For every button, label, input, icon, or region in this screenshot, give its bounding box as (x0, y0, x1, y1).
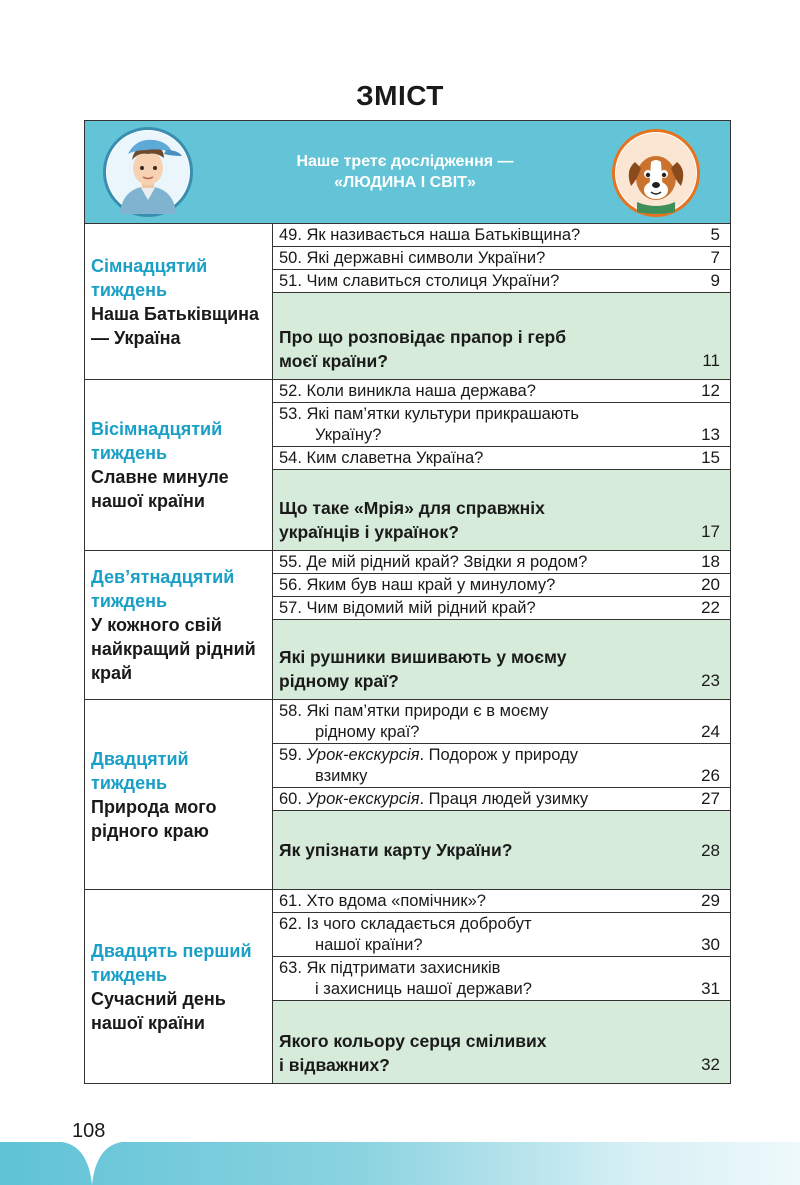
week-name: Дев’ятнадцятий тиждень (91, 567, 235, 611)
summary-lesson[interactable] (273, 620, 730, 699)
lesson-page: 22 (701, 598, 720, 617)
lesson-page: 12 (701, 381, 720, 400)
lesson-title-rest: . Праця людей узимку (419, 790, 589, 808)
lesson-title: 56. Яким був наш край у минулому? (279, 576, 556, 594)
summary-line-1: Про що розповідає прапор і герб (279, 327, 567, 347)
lesson-page: 13 (701, 425, 720, 444)
lesson-title: 62. Із чого складається добробут (279, 915, 532, 933)
lesson-entry[interactable] (273, 403, 730, 447)
week-heading (85, 380, 273, 550)
banner-line-2: «ЛЮДИНА І СВІТ» (334, 174, 476, 191)
lesson-page: 27 (701, 789, 720, 808)
lesson-title (279, 745, 694, 766)
week-name: Вісімнадцятий тиждень (91, 419, 223, 463)
lesson-title-rest: . Подорож у природу (419, 746, 578, 764)
summary-line-1: Якого кольору серця сміливих (279, 1031, 547, 1051)
page-title: ЗМІСТ (356, 80, 444, 111)
lesson-page: 26 (701, 766, 720, 785)
lesson-type: Урок-екскурсія (306, 790, 420, 808)
summary-lesson[interactable] (273, 293, 730, 379)
lesson-page: 15 (701, 448, 720, 467)
lesson-number: 60. (279, 790, 307, 808)
page-number: 108 (72, 1120, 106, 1142)
summary-lesson[interactable] (273, 811, 730, 889)
summary-line-2: моєї країни? (279, 351, 388, 371)
lesson-title: 63. Як підтримати захисників (279, 959, 501, 977)
lesson-entry[interactable] (273, 957, 730, 1001)
week-topic: Славне минуле нашої країни (91, 467, 229, 511)
lesson-entry[interactable] (273, 700, 730, 744)
week-heading (85, 890, 273, 1083)
contents-table (84, 120, 731, 1084)
summary-line-2: і відважних? (279, 1055, 390, 1075)
lesson-entry[interactable] (273, 380, 730, 403)
lesson-title-cont: взимку (315, 767, 368, 785)
week-heading (85, 551, 273, 699)
section-banner (85, 121, 730, 224)
week-topic: Сучасний день нашої країни (91, 988, 226, 1033)
lesson-list (273, 224, 730, 379)
lesson-title-cont: нашої країни? (315, 936, 423, 954)
lesson-page: 17 (701, 522, 720, 541)
week-name: Двадцятий тиждень (91, 748, 189, 793)
lesson-title: 54. Ким славетна Україна? (279, 449, 484, 467)
lesson-title: 49. Як називається наша Батьківщина? (279, 226, 581, 244)
week-topic: Природа мого рідного краю (91, 796, 217, 841)
lesson-page: 30 (701, 935, 720, 954)
lesson-list (273, 551, 730, 699)
lesson-page: 28 (701, 841, 720, 860)
week-section (85, 551, 730, 700)
week-name: Сімнадцятий тиждень (91, 255, 208, 300)
lesson-title: 58. Які пам’ятки природи є в моєму (279, 702, 549, 720)
lesson-title: 52. Коли виникла наша держава? (279, 382, 536, 400)
lesson-list (273, 380, 730, 550)
week-topic: Наша Батьківщина — Україна (91, 303, 260, 348)
week-heading (85, 700, 273, 889)
lesson-page: 29 (701, 891, 720, 910)
lesson-title: 57. Чим відомий мій рідний край? (279, 599, 536, 617)
banner-heading (205, 151, 605, 193)
lesson-list (273, 890, 730, 1083)
lesson-entry[interactable] (273, 574, 730, 597)
lesson-title-cont: Україну? (315, 426, 382, 444)
week-name: Двадцять перший тиждень (91, 940, 252, 985)
lesson-page: 18 (701, 552, 720, 571)
lesson-page: 31 (701, 979, 720, 998)
lesson-title-cont: і захисниць нашої держави? (315, 980, 532, 998)
lesson-page: 20 (701, 575, 720, 594)
lesson-title (279, 789, 694, 810)
summary-lesson[interactable] (273, 1001, 730, 1083)
lesson-title: 51. Чим славиться столиця України? (279, 272, 560, 290)
lesson-number: 59. (279, 746, 307, 764)
footer-notch-icon (62, 1142, 122, 1185)
lesson-entry[interactable] (273, 597, 730, 620)
lesson-title: 53. Які пам’ятки культури прикрашають (279, 405, 580, 423)
boy-illustration-icon (106, 130, 190, 214)
banner-line-1: Наше третє дослідження — (296, 153, 514, 170)
week-section (85, 224, 730, 380)
summary-line-1: Які рушники вишивають у моєму (279, 647, 567, 667)
lesson-entry[interactable] (273, 270, 730, 293)
summary-line-2: рідному краї? (279, 671, 399, 691)
lesson-entry[interactable] (273, 247, 730, 270)
lesson-type: Урок-екскурсія (306, 746, 420, 764)
lesson-entry[interactable] (273, 788, 730, 811)
lesson-title-cont: рідному краї? (315, 723, 420, 741)
lesson-entry[interactable] (273, 447, 730, 470)
week-topic: У кожного свій найкращий рідний край (91, 615, 256, 683)
lesson-entry[interactable] (273, 744, 730, 788)
lesson-entry[interactable] (273, 890, 730, 913)
lesson-title: 61. Хто вдома «помічник»? (279, 892, 486, 910)
lesson-list (273, 700, 730, 889)
summary-line-1: Що таке «Мрія» для справжніх (279, 498, 545, 518)
summary-line-1: Як упізнати карту України? (279, 840, 513, 860)
week-section (85, 700, 730, 890)
lesson-page: 5 (710, 225, 720, 244)
lesson-page: 24 (701, 722, 720, 741)
lesson-page: 23 (701, 671, 720, 690)
lesson-page: 11 (702, 351, 720, 370)
lesson-title: 50. Які державні символи України? (279, 249, 546, 267)
week-heading (85, 224, 273, 379)
lesson-entry[interactable] (273, 224, 730, 247)
summary-lesson[interactable] (273, 470, 730, 550)
week-section (85, 890, 730, 1083)
dog-illustration-icon (615, 132, 697, 214)
boy-avatar (103, 127, 193, 217)
lesson-title: 55. Де мій рідний край? Звідки я родом? (279, 553, 588, 571)
dog-avatar (612, 129, 700, 217)
lesson-page: 7 (710, 248, 720, 267)
lesson-entry[interactable] (273, 913, 730, 957)
week-section (85, 380, 730, 551)
lesson-page: 9 (710, 271, 720, 290)
summary-line-2: українців і українок? (279, 522, 459, 542)
lesson-page: 32 (701, 1055, 720, 1074)
lesson-entry[interactable] (273, 551, 730, 574)
